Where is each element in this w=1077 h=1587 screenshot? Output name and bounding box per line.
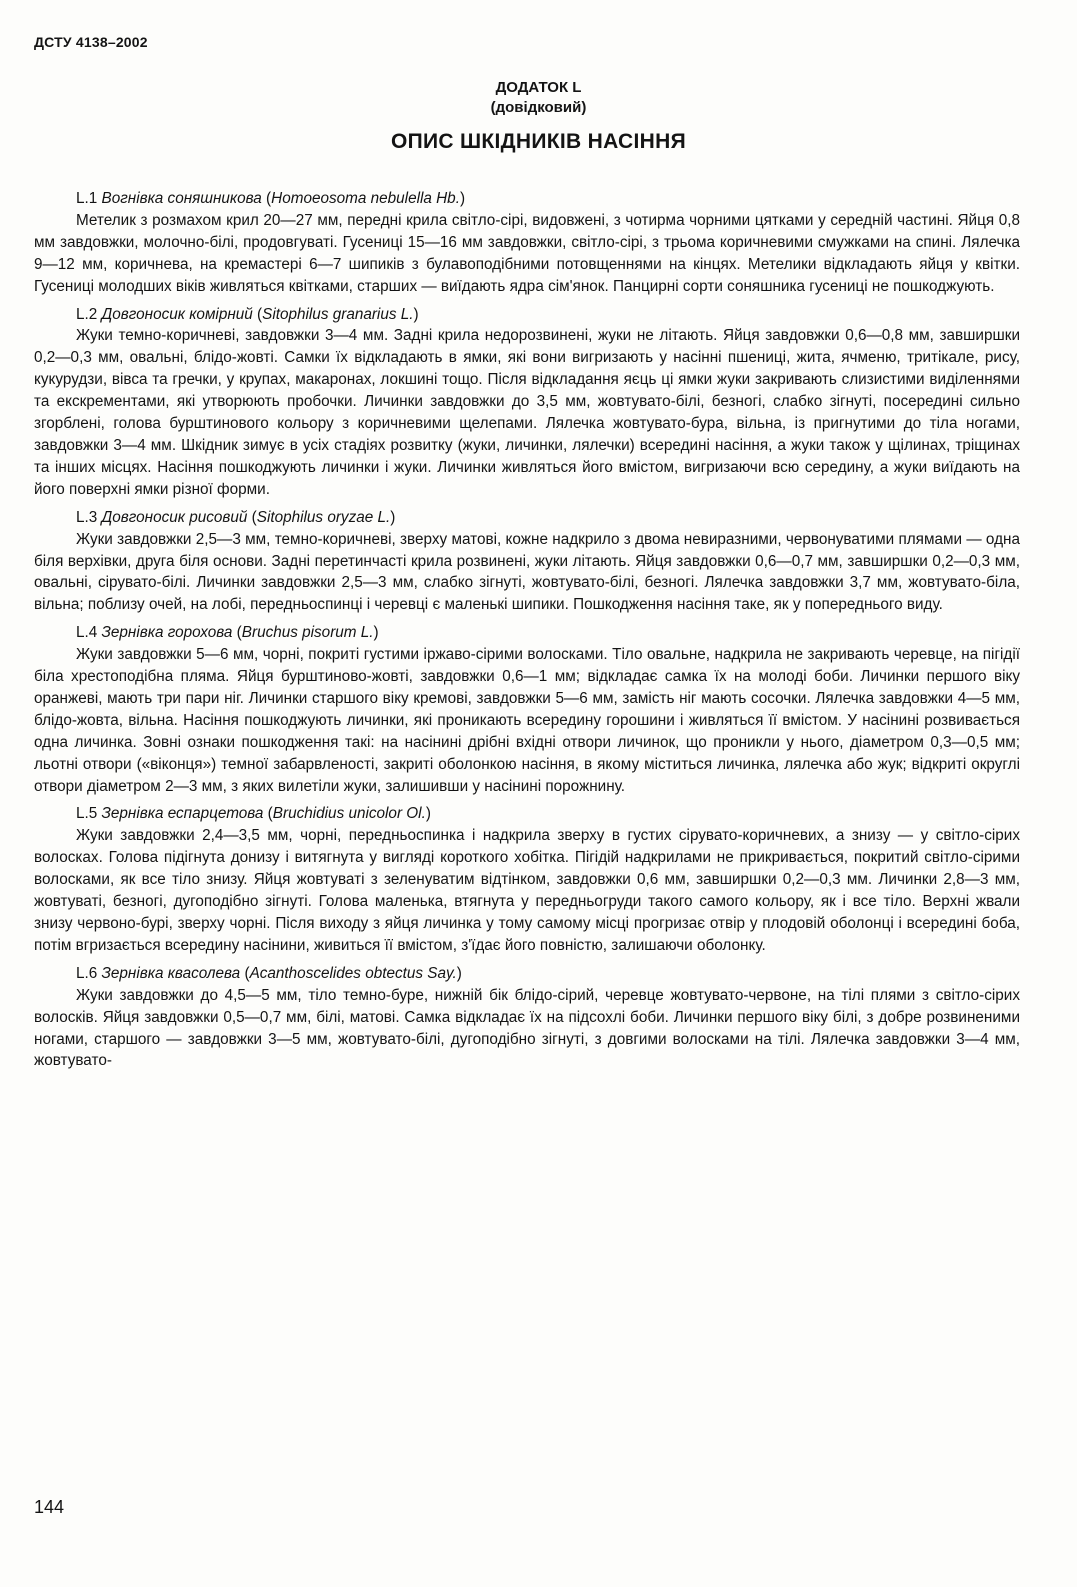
section-latin-name: Acanthoscelides obtectus Say. (249, 964, 457, 982)
section-pest-name: Зернівка еспарцетова (101, 805, 264, 823)
appendix-title: ОПИС ШКІДНИКІВ НАСІННЯ (391, 130, 686, 153)
section-number: L.6 (76, 964, 98, 982)
section-heading: L.1 Вогнівка соняшникова (Homoeosoma nebulella Hb.) (76, 190, 466, 207)
section-text (34, 985, 1020, 1073)
appendix-header (0, 78, 1077, 152)
section-text-content: Жуки завдовжки 2,5—3 мм, темно-коричневі, зверху матові, кожне надкрило з двома невиразними, червонуватими плямами — одна біля верхівки, друга біля основи. Задні перетинчасті крила розвинені, жуки літають. Яйця завдовжки 0,6—0,7 мм, завширшки 0,2—0,3 мм, овальні, сірувато-білі. Личинки завдовжки 2,5—3 мм, слабко зігнуті, жовтувато-білі, безногі. Лялечка завдовжки 3,7 мм, жовтувато-біла, вільна; поблизу очей, на лобі, передньоспинці і черевці є маленькі шипики. Пошкодження насіння таке, як у попереднього виду. (34, 530, 1020, 614)
section-heading: L.3 Довгоносик рисовий (Sitophilus oryzae L.) (76, 508, 396, 526)
document-body (34, 188, 1020, 1078)
section-pest-name: Зернівка горохова (101, 624, 233, 642)
document-standard-id: ДСТУ 4138–2002 (34, 34, 148, 50)
section-number: L.1 (76, 190, 98, 207)
section-l5 (34, 803, 1020, 956)
section-text (34, 325, 1020, 500)
section-text-content: Жуки завдовжки до 4,5—5 мм, тіло темно-буре, нижній бік блідо-сірий, черевце жовтувато-червоне, на тілі плями з світло-сірих волосків. Яйця завдовжки 0,5—0,7 мм, білі, матові. Самка відкладає їх на підсохлі боби. Личинки першого віку білі, з добре розвиненими ногами, старшого — завдовжки 3—5 мм, жовтувато-білі, дугоподібно зігнуті, з довгими волосками на тілі. Лялечка завдовжки 3—4 мм, жовтувато- (34, 986, 1020, 1070)
section-text-content: Жуки темно-коричневі, завдовжки 3—4 мм. Задні крила недорозвинені, жуки не літають. Яйця завдовжки 0,6—0,8 мм, завширшки 0,2—0,3 мм, овальні, блідо-жовті. Самки їх відкладають в ямки, які вони вигризають у насінні пшениці, жита, ячменю, тритікале, рису, кукурудзи, вівса та гречки, у крупах, макаронах, локшині тощо. Після відкладання яєць ці ямки жуки закривають слизистими виділеннями та екскрементами, які утворюють пробочки. Личинки завдовжки до 3,5 мм, жовтувато-білі, безногі, слабко зігнуті, посередині сильно згорблені, голова бурштинового кольору з коричневими щелепами. Лялечка жовтувато-бура, вільна, із пригнутими до тіла ногами, завдовжки 3—4 мм. Шкідник зимує в усіх стадіях розвитку (жуки, личинки, лялечки) всередині насіння, а жуки також у щілинах, тріщинах та інших місцях. Насіння пошкоджують личинки і жуки. Личинки живляться його вмістом, вигризаючи всю середину, а жуки виїдають на його поверхні ямки різної форми. (34, 327, 1020, 498)
section-heading: L.4 Зернівка горохова (Bruchus pisorum L.) (76, 624, 379, 642)
section-text (34, 644, 1020, 797)
section-pest-name: Зернівка квасолева (101, 964, 241, 982)
section-l2 (34, 304, 1020, 501)
section-heading: L.5 Зернівка еспарцетова (Bruchidius unicolor Ol.) (76, 805, 431, 823)
section-latin-name: Homoeosoma nebulella Hb. (271, 190, 460, 207)
section-text-content: Жуки завдовжки 2,4—3,5 мм, чорні, передньоспинка і надкрила зверху в густих сірувато-коричневих, а знизу — у світло-сірих волосках. Голова підігнута донизу і витягнута у вигляді короткого хобітка. Пігідій надкрилами не прикривається, покритий світло-сірими волосками, як все тіло знизу. Яйця жовтуваті з зеленуватим відтінком, завдовжки 0,6 мм, завширшки 0,2—0,3 мм. Личинки 2,8—3 мм, жовтуваті, безногі, дугоподібно зігнуті. Голова маленька, втягнута у передньогруди такого самого кольору, як і все тіло. Верхні жвали знизу червоно-бурі, зверху чорні. Після виходу з яйця личинка у тому самому місці прогризає отвір у плодовій оболонці і всередині боба, потім вгризається всередину насінини, живиться її вмістом, з'їдає його повністю, залишаючи оболонку. (34, 827, 1020, 954)
section-pest-name: Вогнівка соняшникова (101, 190, 262, 207)
appendix-note: (довідковий) (490, 99, 587, 116)
section-text-content: Жуки завдовжки 5—6 мм, чорні, покриті густими іржаво-сірими волосками. Тіло овальне, надкрила не закривають черевце, на пігідії біла хрестоподібна пляма. Яйця бурштиново-жовті, завдовжки 0,6—1 мм; відкладає самка їх на молоді боби. Личинки першого віку оранжеві, мають три пари ніг. Личинки старшого віку кремові, завдовжки 5—6 мм, замість ніг мають сосочки. Лялечка завдовжки 4—5 мм, блідо-жовта, вільна. Насіння пошкоджують личинки, які проникають всередину горошини і живляться її вмістом. У насінині розвивається одна личинка. Зовні ознаки пошкодження такі: на насінині дрібні вхідні отвори личинок, що проникли у нього, діаметром 0,3—0,5 мм; льотні отвори («віконця») темної забарвленості, закриті оболонкою насіння, в якому міститься личинка, лялечка або жук; відкриті округлі отвори діаметром 2—3 мм, з яких вилетіли жуки, залишивши у насінині порожнину. (34, 646, 1020, 795)
page-number: 144 (34, 1497, 65, 1517)
section-pest-name: Довгоносик рисовий (101, 508, 248, 526)
section-number: L.2 (76, 305, 98, 323)
section-l3 (34, 507, 1020, 617)
section-text (34, 529, 1020, 617)
section-heading: L.2 Довгоносик комірний (Sitophilus granarius L.) (76, 305, 419, 323)
section-number: L.5 (76, 805, 98, 823)
section-text-content: Метелик з розмахом крил 20—27 мм, передні крила світло-сірі, видовжені, з чотирма чорними цятками у середній частині. Яйця 0,8 мм завдовжки, молочно-білі, продовгуваті. Гусениці 15—16 мм завдовжки, світло-сірі, з трьома коричневими смужками на спині. Лялечка 9—12 мм, коричнева, на кремастері 6—7 шипиків з булавоподібними потовщеннями на кінцях. Метелики відкладають яйця у квітки. Гусениці молодших віків живляться квітками, старших — виїдають ядра сім'янок. Панцирні сорти соняшника гусениці не пошкоджують. (34, 211, 1020, 295)
section-number: L.3 (76, 508, 98, 526)
section-l1 (34, 188, 1020, 298)
section-latin-name: Sitophilus oryzae L. (256, 508, 391, 526)
section-text (34, 210, 1020, 298)
section-latin-name: Bruchus pisorum L. (241, 624, 374, 642)
section-text (34, 825, 1020, 956)
section-l6 (34, 963, 1020, 1073)
section-number: L.4 (76, 624, 98, 642)
section-heading: L.6 Зернівка квасолева (Acanthoscelides obtectus Say.) (76, 964, 462, 982)
section-l4 (34, 622, 1020, 797)
section-pest-name: Довгоносик комірний (101, 305, 253, 323)
section-latin-name: Sitophilus granarius L. (262, 305, 414, 323)
section-latin-name: Bruchidius unicolor Ol. (272, 805, 426, 823)
appendix-label: ДОДАТОК L (495, 79, 582, 96)
